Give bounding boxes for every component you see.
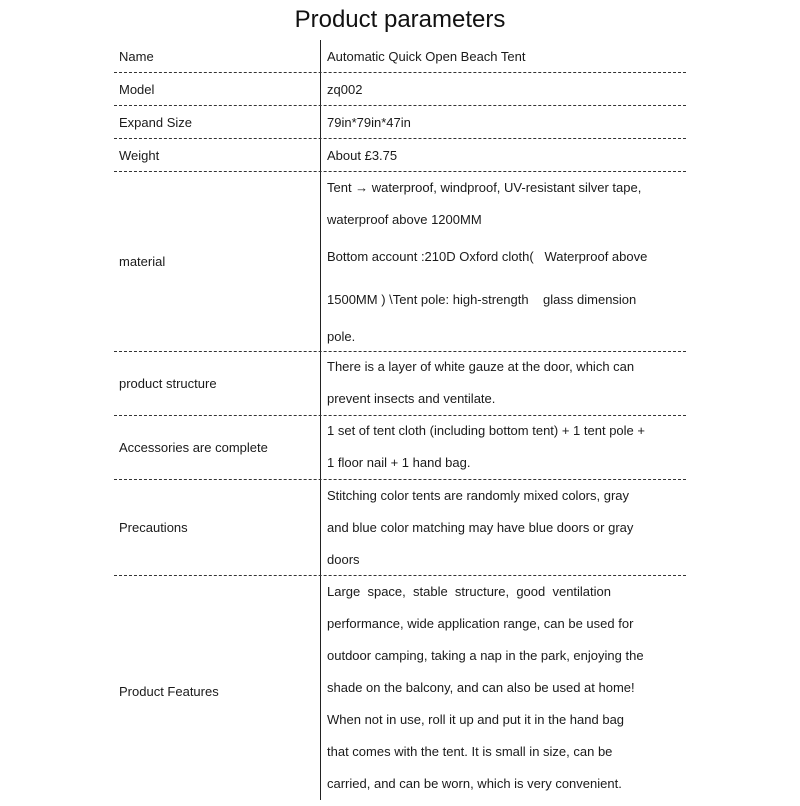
value-line: There is a layer of white gauze at the door, which can [327, 359, 635, 374]
page-title: Product parameters [294, 6, 506, 33]
value-line: prevent insects and ventilate. [327, 391, 496, 406]
table-row [114, 172, 686, 352]
value-line: shade on the balcony, and can also be used at home! [327, 680, 635, 695]
value-line: Large space, stable structure, good ventilation [327, 584, 612, 599]
row-value [320, 576, 686, 806]
row-label: Weight [119, 147, 160, 163]
row-value [320, 416, 686, 479]
value-line: pole. [327, 329, 356, 344]
value-line: Bottom account :210D Oxford cloth( Waterproof above [327, 249, 648, 264]
value-line: doors [327, 552, 360, 567]
row-value: 79in*79in*47in [327, 114, 411, 130]
row-label: Product Features [119, 683, 219, 699]
value-line: 1 floor nail + 1 hand bag. [327, 455, 471, 470]
table-row [114, 416, 686, 480]
row-label: Name [119, 48, 154, 64]
row-value [320, 480, 686, 575]
row-label: Precautions [119, 520, 188, 535]
table-row [114, 139, 686, 172]
row-value [320, 352, 686, 415]
value-line: 1500MM ) \Tent pole: high-strength glass dimension [327, 292, 637, 307]
value-line: performance, wide application range, can be used for [327, 616, 634, 631]
value-line: Stitching color tents are randomly mixed colors, gray [327, 488, 630, 503]
row-label: material [119, 254, 166, 269]
table-row [114, 106, 686, 139]
value-line: waterproof above 1200MM [327, 212, 482, 227]
row-label: product structure [119, 376, 217, 391]
table-row [114, 480, 686, 576]
value-line: and blue color matching may have blue doors or gray [327, 520, 634, 535]
row-value: Automatic Quick Open Beach Tent [327, 48, 526, 64]
table-row [114, 352, 686, 416]
row-value: About £3.75 [327, 147, 398, 163]
row-value: zq002 [327, 81, 363, 97]
table-row [114, 40, 686, 73]
value-line: outdoor camping, taking a nap in the park, enjoying the [327, 648, 644, 663]
table-row [114, 73, 686, 106]
value-line: When not in use, roll it up and put it in the hand bag [327, 712, 625, 727]
value-line: 1 set of tent cloth (including bottom tent) + 1 tent pole + [327, 423, 645, 438]
row-label: Accessories are complete [119, 440, 268, 455]
parameters-table [114, 40, 686, 806]
value-line: carried, and can be worn, which is very convenient. [327, 776, 622, 791]
row-value [320, 172, 686, 351]
value-line: Tent → waterproof, windproof, UV-resistant silver tape, [327, 180, 642, 195]
value-line: that comes with the tent. It is small in size, can be [327, 744, 613, 759]
table-row [114, 576, 686, 806]
row-label: Model [119, 81, 155, 97]
row-label: Expand Size [119, 114, 192, 130]
